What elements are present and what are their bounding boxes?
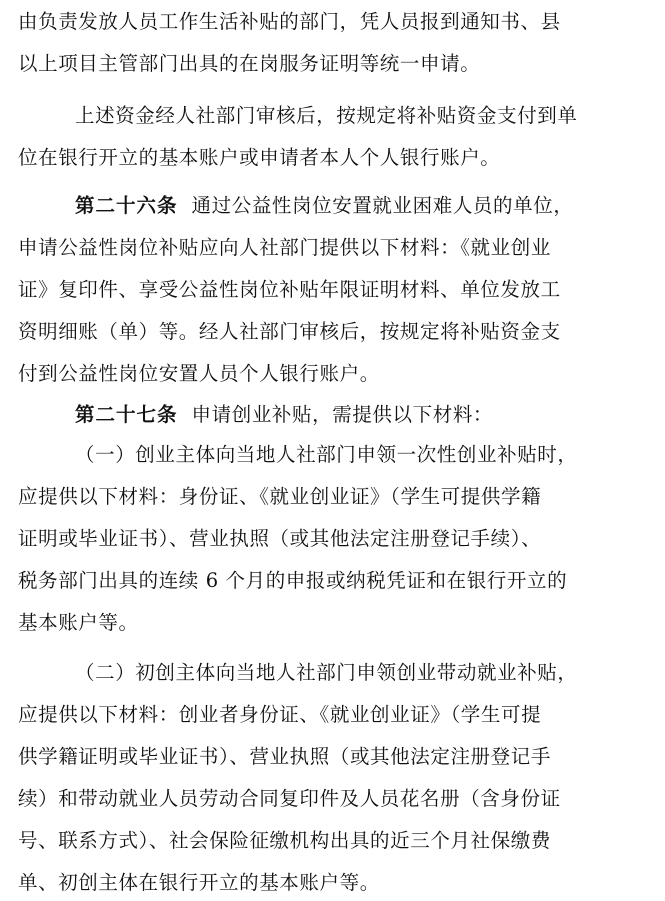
text-line: 以上项目主管部门出具的在岗服务证明等统一申请。 (18, 52, 481, 75)
text-line: 基本账户等。 (18, 611, 139, 634)
text-line: 位在银行开立的基本账户或申请者本人个人银行账户。 (18, 146, 501, 169)
article-26-first-line (75, 188, 650, 224)
text-line: 供学籍证明或毕业证书）、营业执照（或其他法定注册登记手 (18, 745, 551, 768)
item-1-first-line: （一）创业主体向当地人社部门申领一次性创业补贴时， (75, 443, 578, 466)
article-27-text: 申请创业补贴，需提供以下材料： (191, 403, 494, 426)
item-2-first-line: （二）初创主体向当地人社部门申领创业带动就业补贴， (75, 661, 578, 684)
text-line: 单、初创主体在银行开立的基本账户等。 (18, 871, 380, 894)
text-line: 号、联系方式）、社会保险征缴机构出具的近三个月社保缴费 (18, 829, 551, 852)
text-line: 续）和带动就业人员劳动合同复印件及人员花名册（含身份证 (18, 787, 561, 810)
text-line: 由负责发放人员工作生活补贴的部门，凭人员报到通知书、县 (18, 10, 561, 33)
text-line: 申请公益性岗位补贴应向人社部门提供以下材料：《就业创业 (18, 236, 551, 259)
text-line: 应提供以下材料：创业者身份证、《就业创业证》（学生可提 (18, 703, 542, 726)
text-line: 资明细账（单）等。经人社部门审核后，按规定将补贴资金支 (18, 320, 561, 343)
text-line: 证明或毕业证书）、营业执照（或其他法定注册登记手续）、 (18, 527, 542, 550)
text-line: 付到公益性岗位安置人员个人银行账户。 (18, 362, 380, 385)
text-line: 税务部门出具的连续 6 个月的申报或纳税凭证和在银行开立的 (18, 569, 568, 592)
article-27-first-line (75, 397, 650, 433)
text-line: 应提供以下材料：身份证、《就业创业证》（学生可提供学籍 (18, 485, 542, 508)
article-27-label: 第二十七条 (75, 403, 178, 426)
article-26-label: 第二十六条 (75, 194, 178, 217)
text-line: 证》复印件、享受公益性岗位补贴年限证明材料、单位发放工 (18, 278, 561, 301)
article-26-text: 通过公益性岗位安置就业困难人员的单位， (191, 194, 574, 217)
paragraph-first-line: 上述资金经人社部门审核后，按规定将补贴资金支付到单 (75, 104, 578, 127)
